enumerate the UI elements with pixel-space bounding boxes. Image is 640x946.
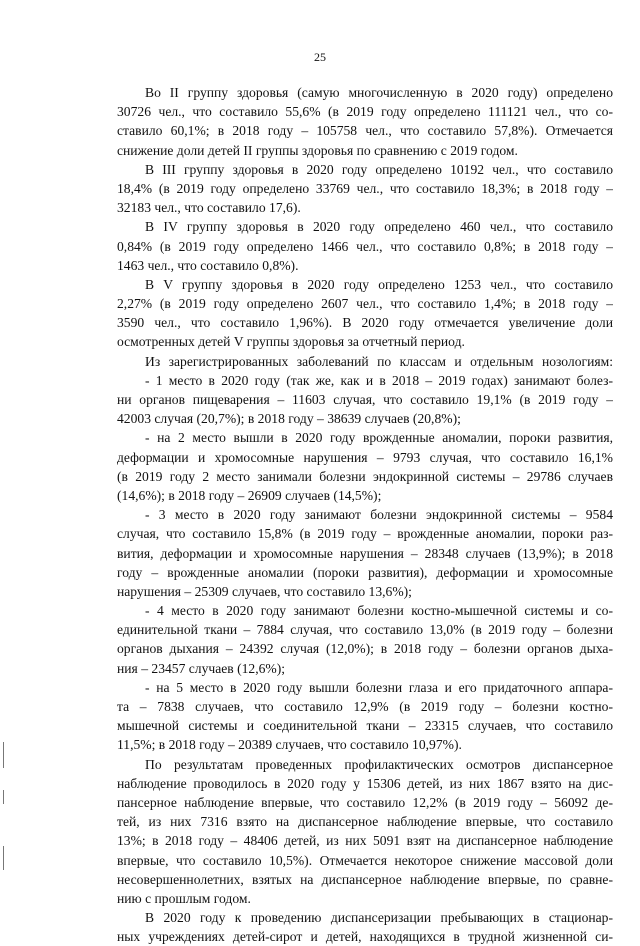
scan-margin-mark (3, 846, 4, 870)
paragraph (117, 755, 613, 909)
text-line: 0,84% (в 2019 году определено 1466 чел., что составило 0,8%; в 2018 году – (117, 238, 613, 254)
text-line: - 4 место в 2020 году занимают болезни костно-мышечной системы и со- (145, 603, 613, 619)
text-line: 30726 чел., что составило 55,6% (в 2019 году определено 111121 чел., что со- (117, 104, 613, 120)
text-line: та – 7838 случаев, что составило 12,9% (в 2019 году – болезни костно- (117, 699, 613, 714)
paragraph (117, 352, 613, 371)
paragraph (117, 428, 613, 505)
text-line: году – врожденные аномалии (пороки развития), деформации и хромосомные (117, 564, 613, 580)
paragraph (117, 160, 613, 218)
text-line: наблюдение проводилось в 2020 году у 15306 детей, из них 1867 взято на дис- (117, 775, 613, 791)
text-line: ния – 23457 случаев (12,6%); (117, 660, 286, 676)
text-line: В IV группу здоровья в 2020 году определено 460 чел., что составило (145, 219, 613, 235)
text-line: В 2020 году к проведению диспансеризации пребывающих в стационар- (145, 910, 613, 926)
text-line: нарушения – 25309 случаев, что составило 13,6%); (117, 583, 412, 599)
text-line: органов дыхания – 24392 случая (12,0%); в 2018 году – болезни органов дыха- (117, 641, 613, 657)
text-line: тей, из них 7316 взято на диспансерное наблюдение впервые, что составило (117, 814, 613, 830)
text-line: случая, что составило 15,8% (в 2019 году – врожденные аномалии, пороки раз- (117, 526, 613, 542)
text-line: (в 2019 году 2 место занимали болезни эндокринной системы – 29786 случаев (117, 468, 613, 484)
paragraph (117, 908, 613, 946)
text-line: 11,5%; в 2018 году – 20389 случаев, что составило 10,97%). (117, 737, 462, 753)
text-line: По результатам проведенных профилактических осмотров диспансерное (145, 756, 613, 772)
text-line: Из зарегистрированных заболеваний по классам и отдельным нозологиям: (145, 353, 613, 369)
text-line: В III группу здоровья в 2020 году определено 10192 чел., что составило (145, 161, 613, 177)
text-line: ных учреждениях детей-сирот и детей, находящихся в трудной жизненной си- (117, 929, 613, 945)
text-line: 42003 случая (20,7%); в 2018 году – 38639 случаев (20,8%); (117, 411, 461, 427)
text-line: 2,27% (в 2019 году определено 2607 чел., что составило 1,4%; в 2018 году – (117, 296, 613, 312)
scan-margin-mark (3, 790, 4, 804)
text-line: впервые, что составило 10,5%). Отмечается некоторое снижение массовой доли (117, 852, 613, 868)
text-line: (14,6%); в 2018 году – 26909 случаев (14,5%); (117, 487, 382, 503)
paragraph (117, 275, 613, 352)
text-line: 1463 чел., что составило 0,8%). (117, 257, 299, 273)
text-line: снижение доли детей II группы здоровья по сравнению с 2019 годом. (117, 142, 518, 158)
text-line: 13%; в 2018 году – 48406 детей, из них 5091 взят на диспансерное наблюдение (117, 833, 613, 849)
text-line: - на 5 место в 2020 году вышли болезни глаза и его придаточного аппара- (145, 679, 613, 695)
text-line: пансерное наблюдение впервые, что составило 12,2% (в 2019 году – 56092 де- (117, 794, 613, 810)
text-line: В V группу здоровья в 2020 году определено 1253 чел., что составило (145, 276, 613, 292)
paragraph (117, 678, 613, 755)
paragraph (117, 371, 613, 429)
text-line: 18,4% (в 2019 году определено 33769 чел., что составило 18,3%; в 2018 году – (117, 180, 613, 196)
paragraph (117, 505, 613, 601)
text-line: ни органов пищеварения – 11603 случая, что составило 19,1% (в 2019 году – (117, 392, 613, 407)
paragraph (117, 601, 613, 678)
text-line: 32183 чел., что составило 17,6). (117, 200, 301, 216)
text-line: Во II группу здоровья (самую многочисленную в 2020 году) определено (145, 85, 613, 100)
text-line: - на 2 место вышли в 2020 году врожденные аномалии, пороки развития, (145, 430, 613, 446)
text-line: осмотренных детей V группы здоровья за отчетный период. (117, 334, 465, 350)
scan-margin-mark (3, 742, 4, 768)
text-line: несовершеннолетних, взятых на диспансерное наблюдение впервые, по сравне- (117, 871, 613, 887)
text-line: нию с прошлым годом. (117, 890, 251, 906)
text-line: единительной ткани – 7884 случая, что составило 13,0% (в 2019 году – болезни (117, 622, 613, 638)
text-line: вития, деформации и хромосомные нарушения – 28348 случаев (13,9%); в 2018 (117, 545, 613, 561)
paragraph (117, 217, 613, 275)
text-line: деформации и хромосомные нарушения – 9793 случая, что составило 16,1% (117, 449, 613, 465)
text-line: 3590 чел., что составило 1,96%). В 2020 году отмечается увеличение доли (117, 315, 613, 331)
text-line: - 3 место в 2020 году занимают болезни эндокринной системы – 9584 (145, 507, 613, 523)
text-line: ставило 60,1%; в 2018 году – 105758 чел., что составило 57,8%). Отмечается (117, 123, 613, 139)
body-text (117, 83, 613, 946)
page-number: 25 (314, 50, 326, 64)
paragraph (117, 83, 613, 160)
text-line: мышечной системы и соединительной ткани – 23315 случаев, что составило (117, 718, 613, 734)
text-line: - 1 место в 2020 году (так же, как и в 2018 – 2019 годах) занимают болез- (145, 372, 613, 388)
